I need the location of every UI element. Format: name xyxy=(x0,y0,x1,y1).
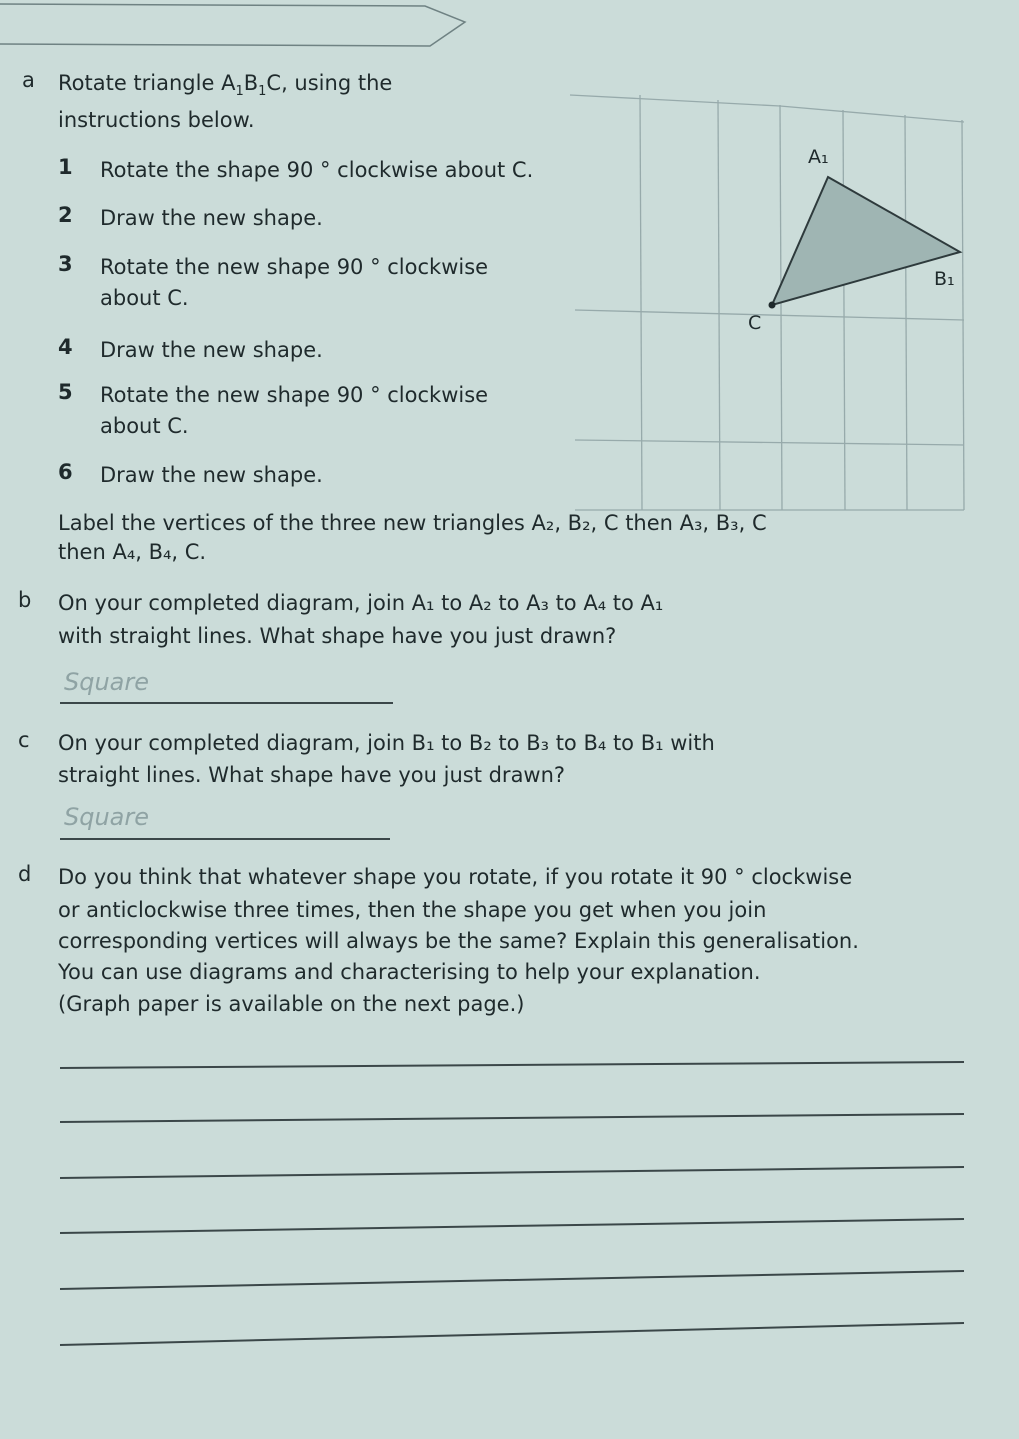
answer-line-2[interactable] xyxy=(60,1114,964,1122)
intro-sub-1: 1 xyxy=(235,84,244,100)
answer-line-1[interactable] xyxy=(60,1062,964,1068)
part-c-line1: On your completed diagram, join B₁ to B₂ to B₃ to B₄ to B₁ with xyxy=(58,731,715,755)
intro-text-3: C, using the xyxy=(266,71,393,95)
part-a-letter: a xyxy=(22,68,35,92)
step-6-number: 6 xyxy=(58,460,73,484)
step-3-text-cont: about C. xyxy=(100,286,189,310)
part-d-letter: d xyxy=(18,862,32,886)
part-d-line2: or anticlockwise three times, then the shape you get when you join xyxy=(58,898,767,922)
step-3-number: 3 xyxy=(58,252,73,276)
step-2-number: 2 xyxy=(58,203,73,227)
label-instruction-line2: then A₄, B₄, C. xyxy=(58,540,207,564)
step-3-text: Rotate the new shape 90 ° clockwise xyxy=(100,255,489,279)
intro-text-1: Rotate triangle A xyxy=(58,71,236,95)
step-6-text: Draw the new shape. xyxy=(100,463,323,487)
answer-line-3[interactable] xyxy=(60,1167,964,1178)
part-b-handwritten-answer: Square xyxy=(64,668,150,696)
part-d-line4: You can use diagrams and characterising to help your explanation. xyxy=(58,960,761,984)
part-c-handwritten-answer: Square xyxy=(64,803,150,831)
step-4-text: Draw the new shape. xyxy=(100,338,323,362)
answer-line-6[interactable] xyxy=(60,1323,964,1345)
step-1-text: Rotate the shape 90 ° clockwise about C. xyxy=(100,158,534,182)
part-a-intro-line2: instructions below. xyxy=(58,108,255,132)
part-d-line5: (Graph paper is available on the next page.) xyxy=(58,992,525,1016)
vertex-label-a1: A₁ xyxy=(808,146,829,168)
intro-text-2: B xyxy=(243,71,259,95)
answer-line-5[interactable] xyxy=(60,1271,964,1289)
part-b-letter: b xyxy=(18,588,32,612)
intro-sub-2: 1 xyxy=(258,84,267,100)
step-4-number: 4 xyxy=(58,335,73,359)
part-c-line2: straight lines. What shape have you just drawn? xyxy=(58,763,566,787)
part-b-line1: On your completed diagram, join A₁ to A₂ to A₃ to A₄ to A₁ xyxy=(58,591,664,615)
step-1-number: 1 xyxy=(58,155,73,179)
step-5-text: Rotate the new shape 90 ° clockwise xyxy=(100,383,489,407)
vertex-label-b1: B₁ xyxy=(934,268,955,290)
label-instruction-line1: Label the vertices of the three new triangles A₂, B₂, C then A₃, B₃, C xyxy=(58,511,767,535)
part-c-letter: c xyxy=(18,728,30,752)
vertex-label-c: C xyxy=(748,312,762,334)
step-5-text-cont: about C. xyxy=(100,414,189,438)
step-2-text: Draw the new shape. xyxy=(100,206,323,230)
step-5-number: 5 xyxy=(58,380,73,404)
part-d-line1: Do you think that whatever shape you rotate, if you rotate it 90 ° clockwise xyxy=(58,865,853,889)
answer-line-4[interactable] xyxy=(60,1219,964,1233)
part-d-line3: corresponding vertices will always be the same? Explain this generalisation. xyxy=(58,929,859,953)
part-b-line2: with straight lines. What shape have you just drawn? xyxy=(58,624,617,648)
